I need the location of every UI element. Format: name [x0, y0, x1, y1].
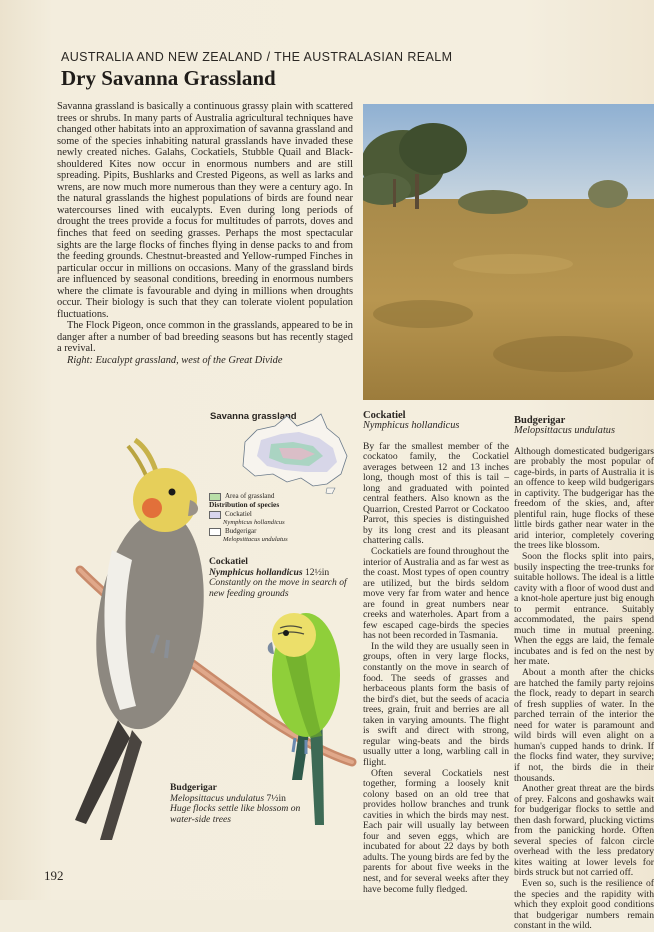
intro-paragraph-1: Savanna grassland is basically a continuous grassy plain with scattered trees or shrubs. In many parts of Australia agricultural techniques have changed other habitats into an approximation of savanna grassland and some of the species inhabiting natural grasslands have invaded these newly created niches. Galahs, Cockatiels, Stubble Quail and Black-shouldered Kites now occur in enormous numbers and are still spreading. Pipits, Bushlarks and Crested Pigeons, as well as larks and wrens, are now much more numerous than they were a century ago. In the natural grasslands the highest populations of birds are found near watercourses lined with eucalypts. Even during long periods of drought the trees provide a focus for multitudes of parrots, doves and finches that feed on seeding grasses. Perhaps the most spectacular sights are the large flocks of finches flying in dense packs to and from the feeding grounds. Chestnut-breasted and Yellow-rumped Finches in particular occur in millions on occasions. Many of the grassland birds are influenced by seasonal conditions, breeding in enormous numbers where the climate is favourable and dying in millions when droughts occur. Their biology is such that they can tolerate violent population fluctuations.: [57, 101, 353, 320]
cockatiel-paragraph-4: Often several Cockatiels nest together, forming a loosely knit colony based on an old tree that provides hollow branches and trunk cavities in which the birds may nest. Each pair will usually lay between four and seven eggs, which are incubated for about 22 days by both adults. The young birds are fed by the parents for about five weeks in the nest, and for several weeks after they have become fully fledged.: [363, 767, 509, 895]
budgie-article-title: Budgerigar: [514, 415, 566, 426]
budgie-paragraph-1: Although domesticated budgerigars are probably the most popular of cage-birds, in parts of Australia it is an offence to keep wild budgerigars in captivity. The budgerigar has the freedom of the skies, and, after plentiful rain, huge flocks of these little birds gather near water in the arid interior, completely covering the trees like blossom.: [514, 445, 654, 552]
legend-heading: Distribution of species: [209, 500, 280, 509]
cockatiel-caption-name: Cockatiel: [209, 556, 248, 567]
legend-budgie-sci: Melopsittacus undulatus: [223, 536, 288, 543]
legend-area-label: Area of grassland: [225, 492, 275, 500]
budgie-caption-size: 7½in: [266, 792, 286, 804]
photo-caption: Right: Eucalypt grassland, west of the Great Divide: [67, 355, 283, 367]
grassland-photo: [363, 104, 654, 400]
cockatiel-paragraph-1: By far the smallest member of the cockatoo family, the Cockatiel averages between 12 and 13 inches long, though most of this is tail – long and graduated with pointed central feathers. Also known as the Quarrion, Crested Parrot or Cockatoo Parrot, this species is distinguished by its long crest and its pleasant chattering calls.: [363, 440, 509, 547]
legend-cockatiel-sci: Nymphicus hollandicus: [223, 518, 285, 526]
budgie-caption-desc: Huge flocks settle like blossom on water-side trees: [170, 803, 301, 825]
legend-cockatiel-label: Cockatiel: [225, 509, 252, 518]
cockatiel-caption-sci: Nymphicus hollandicus: [209, 566, 303, 578]
budgie-paragraph-4: Another great threat are the birds of prey. Falcons and goshawks wait for budgerigar flocks to settle and then dash forward, plucking victims from the panicking horde. Often several species of falcon circle overhead with the less predatory kites waiting at lower levels for birds struck but not carried off.: [514, 783, 654, 879]
page-number: 192: [44, 868, 64, 883]
intro-paragraph-2: The Flock Pigeon, once common in the grasslands, appeared to be in danger after a number of bad breeding seasons but has recently staged a revival.: [57, 320, 353, 355]
section-header: AUSTRALIA AND NEW ZEALAND / THE AUSTRALASIAN REALM: [61, 50, 453, 64]
map-title: Savanna grassland: [210, 411, 297, 422]
budgie-article-sci: Melopsittacus undulatus: [514, 425, 615, 436]
cockatiel-paragraph-2: Cockatiels are found throughout the interior of Australia and as far west as the coast. Most types of open country are utilized, but the birds seldom move very far from water and hence are found in great numbers near creeks and waterholes. Apart from a few escaped cage-birds the species has not been recorded in Tasmania.: [363, 546, 510, 642]
budgie-paragraph-2: Soon the flocks split into pairs, busily inspecting the tree-trunks for suitable hollows. The ideal is a little cavity with a floor of wood dust and a knot-hole aperture just big enough to permit entrance. Suitably accommodated, the pairs spend much time in mutual preening. When the eggs are laid, the female incubates and is fed on the nest by her mate.: [514, 551, 654, 668]
cockatiel-paragraph-3: In the wild they are usually seen in groups, often in very large flocks, constantly on the move in search of food. The seeds of grasses and herbaceous plants form the basis of the bird's diet, but the seeds of acacia trees, grain, fruit and berries are all taken in varying amounts. The flight is swift and direct with strong, regular wing-beats and the birds usually utter a long, warbling call in flight.: [363, 640, 509, 768]
cockatiel-article-sci: Nymphicus hollandicus: [363, 420, 460, 431]
cockatiel-article-title: Cockatiel: [363, 410, 406, 421]
cockatiel-caption-desc: Constantly on the move in search of new feeding grounds: [209, 577, 347, 599]
page-title: Dry Savanna Grassland: [61, 66, 276, 90]
intro-text: [57, 101, 353, 367]
cockatiel-caption-size: 12½in: [304, 566, 330, 578]
budgie-article: [514, 415, 654, 932]
budgie-paragraph-5: Even so, such is the resilience of the species and the rapidity with which they exploit good conditions that budgerigar numbers remain constant in the wild.: [514, 877, 654, 932]
budgie-caption-sci: Melopsittacus undulatus: [170, 792, 265, 804]
budgie-paragraph-3: About a month after the chicks are hatched the family party rejoins the flock, ready to depart in search of fresh supplies of water. In the parched terrain of the interior the need for water is paramount and wild birds will even alight on a human's cupped hands to drink. If the flocks find water, they survive; if not, the birds die in their thousands.: [514, 667, 654, 784]
cockatiel-caption: [209, 557, 359, 599]
cockatiel-article: [363, 410, 509, 895]
budgie-caption-name: Budgerigar: [170, 782, 217, 793]
legend-budgie-label: Budgerigar: [225, 527, 257, 535]
budgie-caption: [170, 783, 310, 825]
